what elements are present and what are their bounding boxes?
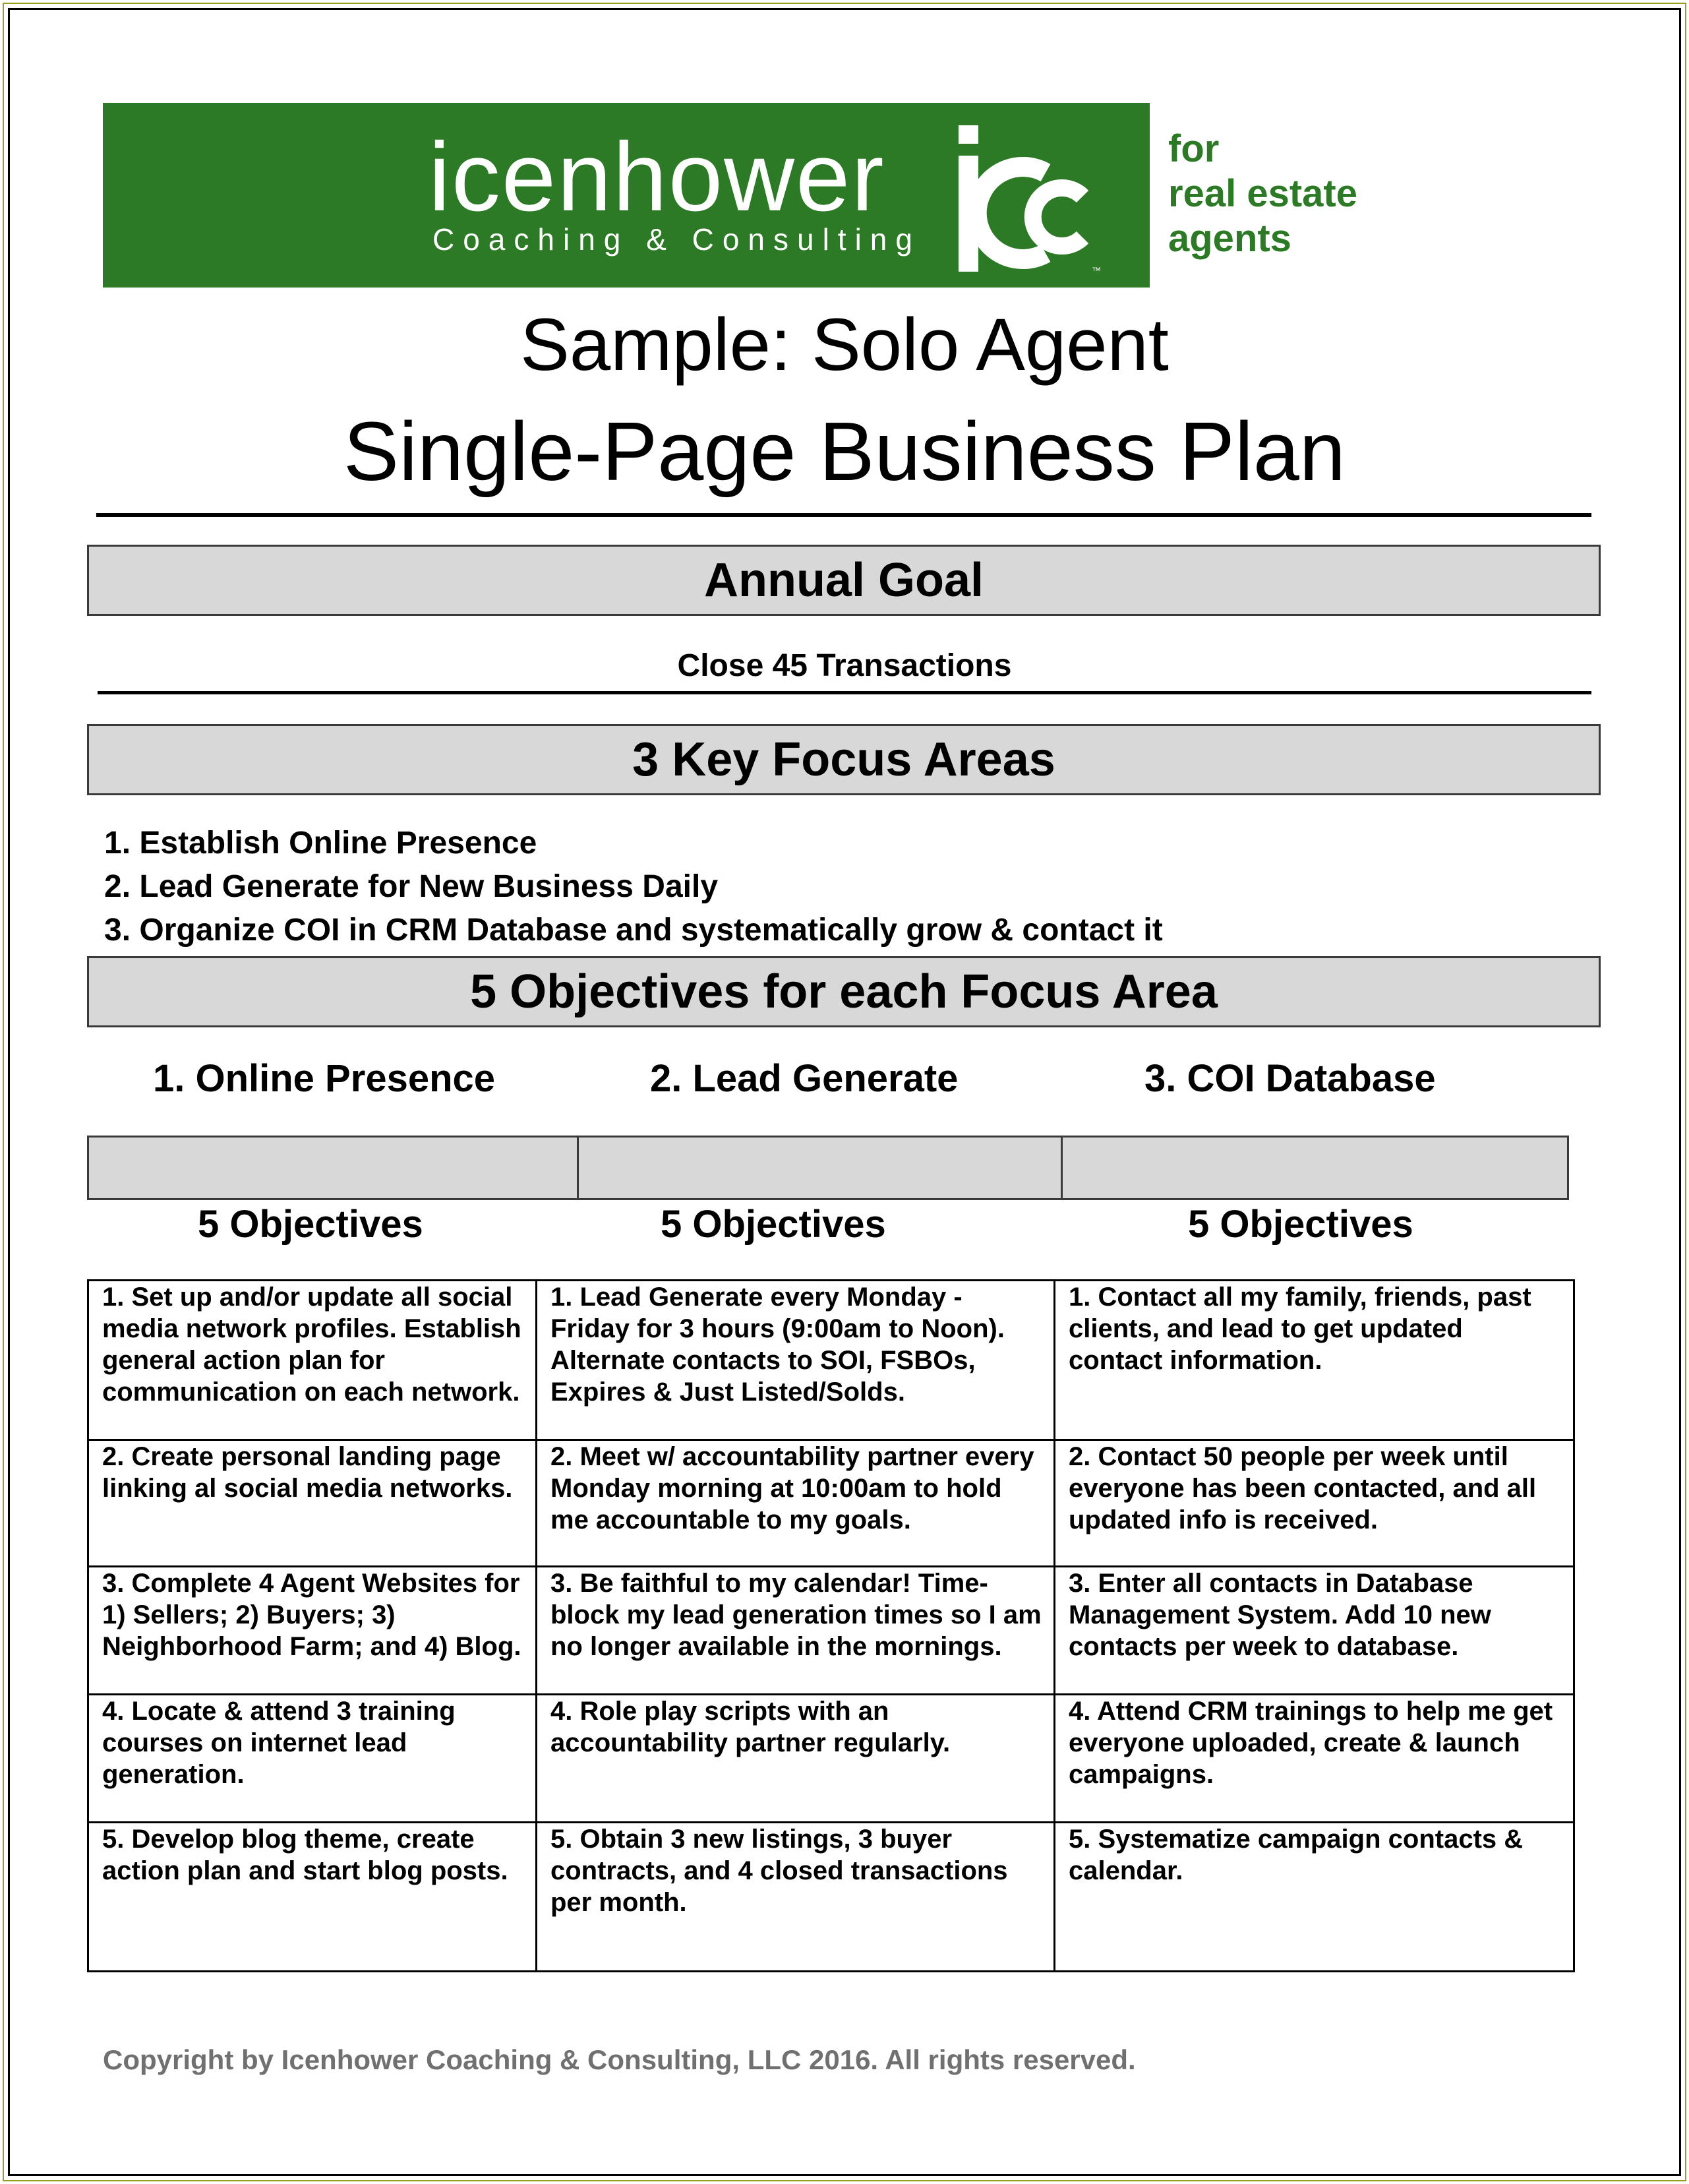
objectives-table bbox=[87, 1279, 1575, 1972]
brand-name: icenhower bbox=[429, 123, 885, 231]
tagline-line: real estate bbox=[1168, 172, 1357, 215]
blank-header-row bbox=[87, 1136, 1569, 1200]
tagline-line: for bbox=[1168, 127, 1220, 170]
copyright-notice: Copyright by Icenhower Coaching & Consulting, LLC 2016. All rights reserved. bbox=[103, 2044, 1136, 2075]
goal-divider bbox=[98, 691, 1591, 694]
objective-cell: 2. Contact 50 people per week until everyone has been contacted, and all updated info is received. bbox=[1055, 1440, 1574, 1567]
annual-goal-value: Close 45 Transactions bbox=[677, 648, 1012, 683]
table-row bbox=[88, 1440, 1574, 1567]
title-divider bbox=[96, 513, 1591, 517]
objectives-subheading: 5 Objectives bbox=[198, 1203, 423, 1246]
focus-areas-header: 3 Key Focus Areas bbox=[87, 724, 1601, 795]
table-row bbox=[88, 1823, 1574, 1972]
brand-subtitle: Coaching & Consulting bbox=[432, 222, 921, 257]
column-title-lead-generate: 2. Lead Generate bbox=[650, 1057, 959, 1100]
objective-cell: 1. Contact all my family, friends, past clients, and lead to get updated contact information. bbox=[1055, 1281, 1574, 1440]
objectives-subheading: 5 Objectives bbox=[661, 1203, 886, 1246]
objective-cell: 1. Lead Generate every Monday - Friday for 3 hours (9:00am to Noon). Alternate contacts to SOI, FSBOs, Expires & Just Listed/Solds. bbox=[537, 1281, 1055, 1440]
objective-cell: 1. Set up and/or update all social media network profiles. Establish general action plan for communication on each network. bbox=[88, 1281, 537, 1440]
objective-cell: 5. Obtain 3 new listings, 3 buyer contracts, and 4 closed transactions per month. bbox=[537, 1823, 1055, 1972]
focus-area-item: 1. Establish Online Presence bbox=[104, 826, 537, 861]
objective-cell: 4. Attend CRM trainings to help me get everyone uploaded, create & launch campaigns. bbox=[1055, 1695, 1574, 1823]
icc-logo-mark bbox=[947, 124, 1105, 276]
logo-tagline bbox=[1168, 127, 1406, 261]
objectives-header: 5 Objectives for each Focus Area bbox=[87, 956, 1601, 1027]
page-title-line-2: Single-Page Business Plan bbox=[343, 405, 1346, 498]
objective-cell: 3. Complete 4 Agent Websites for 1) Sellers; 2) Buyers; 3) Neighborhood Farm; and 4) Blog. bbox=[88, 1567, 537, 1695]
focus-area-item: 2. Lead Generate for New Business Daily bbox=[104, 869, 719, 904]
table-row bbox=[88, 1281, 1574, 1440]
objective-cell: 2. Meet w/ accountability partner every Monday morning at 10:00am to hold me accountable to my goals. bbox=[537, 1440, 1055, 1567]
objective-cell: 3. Be faithful to my calendar! Time-block my lead generation times so I am no longer available in the mornings. bbox=[537, 1567, 1055, 1695]
objectives-subheading: 5 Objectives bbox=[1188, 1203, 1413, 1246]
page-title-line-1: Sample: Solo Agent bbox=[520, 303, 1169, 386]
objective-cell: 2. Create personal landing page linking al social media networks. bbox=[88, 1440, 537, 1567]
objective-cell: 4. Role play scripts with an accountability partner regularly. bbox=[537, 1695, 1055, 1823]
table-row bbox=[88, 1567, 1574, 1695]
column-title-coi-database: 3. COI Database bbox=[1144, 1057, 1436, 1100]
table-row bbox=[88, 1695, 1574, 1823]
objective-cell: 5. Develop blog theme, create action plan and start blog posts. bbox=[88, 1823, 537, 1972]
trademark-symbol: ™ bbox=[1092, 265, 1101, 276]
focus-areas-list bbox=[104, 822, 1163, 952]
objective-cell: 4. Locate & attend 3 training courses on internet lead generation. bbox=[88, 1695, 537, 1823]
column-title-online-presence: 1. Online Presence bbox=[153, 1057, 496, 1100]
cell-divider bbox=[577, 1138, 579, 1198]
objective-cell: 3. Enter all contacts in Database Management System. Add 10 new contacts per week to database. bbox=[1055, 1567, 1574, 1695]
objective-cell: 5. Systematize campaign contacts & calendar. bbox=[1055, 1823, 1574, 1972]
tagline-line: agents bbox=[1168, 217, 1291, 260]
annual-goal-header: Annual Goal bbox=[87, 545, 1601, 616]
cell-divider bbox=[1061, 1138, 1063, 1198]
logo-banner bbox=[103, 103, 1150, 288]
focus-area-item: 3. Organize COI in CRM Database and systematically grow & contact it bbox=[104, 913, 1163, 948]
